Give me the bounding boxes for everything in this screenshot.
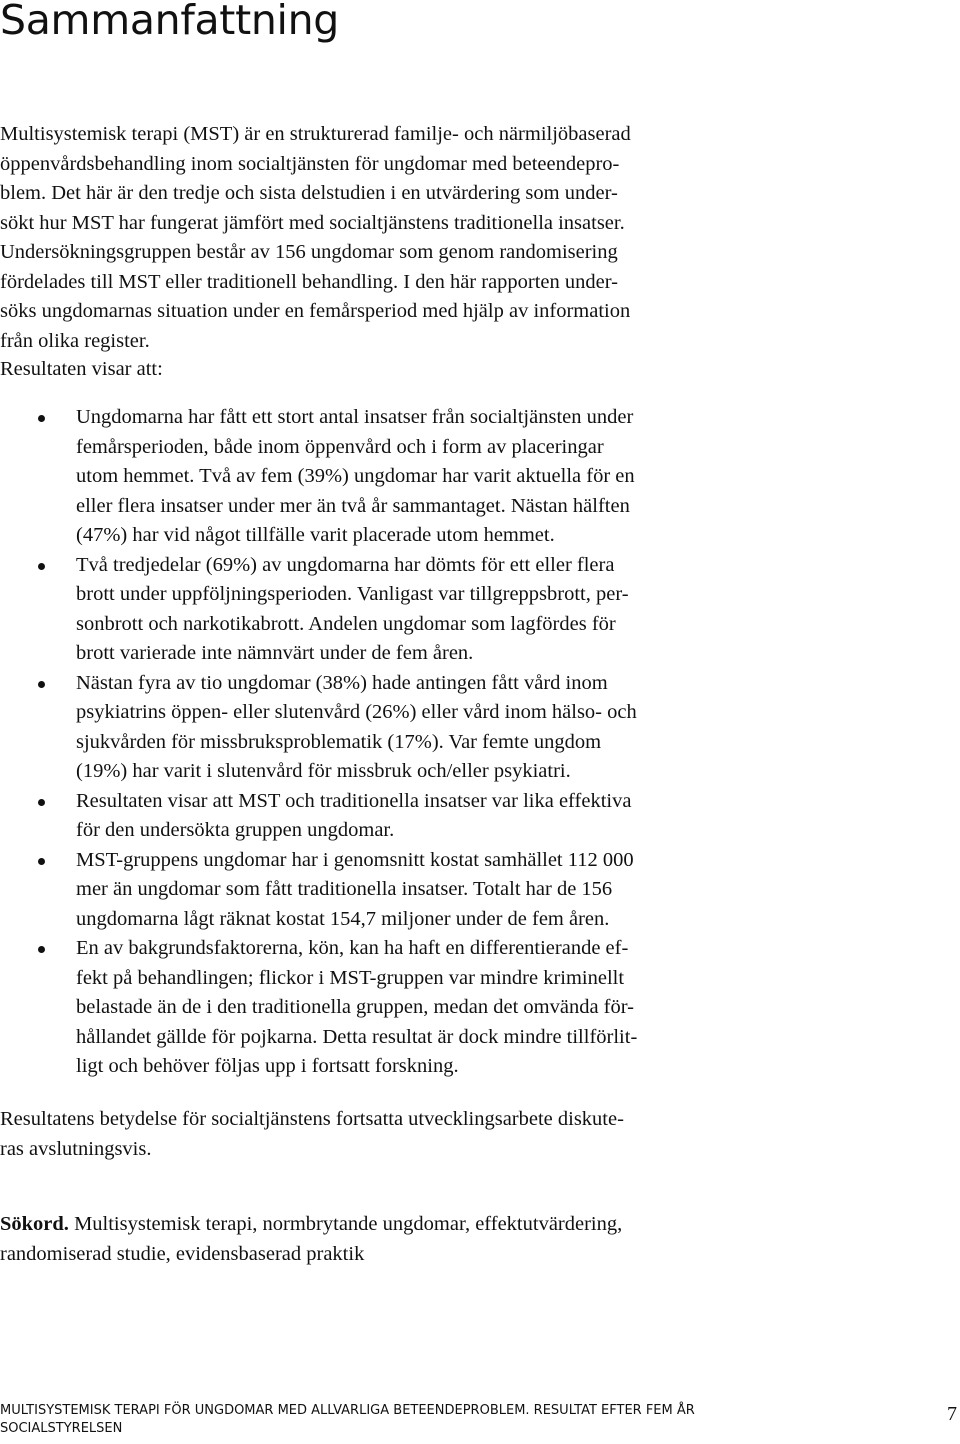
list-item-line: brott varierade inte nämnvärt under de fem åren. (76, 642, 474, 664)
list-item-line: MST-gruppens ungdomar har i genomsnitt kostat samhället 112 000 (76, 848, 634, 871)
bullet-icon (38, 946, 45, 953)
keywords-paragraph (0, 1210, 955, 1269)
list-item-line: Ungdomarna har fått ett stort antal insatser från socialtjänsten under (76, 406, 634, 428)
conclusion-paragraph (0, 1105, 955, 1164)
intro-line: från olika register. (0, 329, 150, 352)
list-item-line: belastade än de i den traditionella gruppen, medan det omvända för- (76, 996, 635, 1018)
list-item-line: sonbrott och narkotikabrott. Andelen ungdomar som lagfördes för (76, 612, 616, 635)
conclusion-line: ras avslutningsvis. (0, 1137, 152, 1160)
list-item-line: Resultaten visar att MST och traditionella insatser var lika effektiva (76, 789, 632, 812)
list-item (0, 846, 955, 935)
list-item-line: mer än ungdomar som fått traditionella insatser. Totalt har de 156 (76, 878, 613, 900)
list-item-line: (47%) har vid något tillfälle varit placerade utom hemmet. (76, 524, 555, 546)
list-item-line: sjukvården för missbruksproblematik (17%). Var femte ungdom (76, 730, 602, 753)
intro-line: Multisystemisk terapi (MST) är en strukturerad familje- och närmiljöbaserad (0, 123, 631, 145)
list-item-line: ungdomarna lågt räknat kostat 154,7 miljoner under de fem åren. (76, 907, 610, 930)
page-number: 7 (947, 1403, 957, 1425)
results-lead (0, 355, 955, 385)
list-item-line: ligt och behöver följas upp i fortsatt forskning. (76, 1055, 459, 1077)
intro-paragraph (0, 120, 955, 356)
bullet-icon (38, 681, 45, 688)
bullet-icon (38, 415, 45, 422)
list-item-line: Två tredjedelar (69%) av ungdomarna har dömts för ett eller flera (76, 553, 615, 576)
list-item-line: utom hemmet. Två av fem (39%) ungdomar har varit aktuella för en (76, 465, 635, 487)
intro-line: fördelades till MST eller traditionell behandling. I den här rapporten under- (0, 270, 619, 293)
keywords-label: Sökord. (0, 1213, 69, 1235)
keywords-text: Multisystemisk terapi, normbrytande ungdomar, effektutvärdering, (68, 1213, 623, 1235)
intro-line: blem. Det här är den tredje och sista delstudien i en utvärdering som under- (0, 182, 618, 204)
list-item-line: Nästan fyra av tio ungdomar (38%) hade antingen fått vård inom (76, 671, 608, 694)
list-item-line: (19%) har varit i slutenvård för missbruk och/eller psykiatri. (76, 760, 571, 782)
page-footer (0, 1402, 960, 1438)
list-item-line: En av bakgrundsfaktorerna, kön, kan ha haft en differentierande ef- (76, 937, 629, 959)
list-item-line: brott under uppföljningsperioden. Vanligast var tillgreppsbrott, per- (76, 583, 629, 605)
bullet-icon (38, 563, 45, 570)
list-item-line: femårsperioden, både inom öppenvård och i form av placeringar (76, 435, 604, 458)
list-item (0, 551, 955, 669)
page-title: Sammanfattning (0, 0, 340, 44)
intro-line: öppenvårdsbehandling inom socialtjänsten för ungdomar med beteendepro- (0, 152, 620, 175)
list-item (0, 934, 955, 1082)
list-item-line: för den undersökta gruppen ungdomar. (76, 819, 395, 841)
intro-line: Undersökningsgruppen består av 156 ungdomar som genom randomisering (0, 241, 618, 263)
bullet-icon (38, 858, 45, 865)
intro-line: sökt hur MST har fungerat jämfört med socialtjänstens traditionella insatser. (0, 211, 625, 234)
conclusion-line: Resultatens betydelse för socialtjänstens fortsatta utvecklingsarbete diskute- (0, 1108, 624, 1130)
results-lead-text: Resultaten visar att: (0, 358, 163, 380)
list-item-line: hållandet gällde för pojkarna. Detta resultat är dock mindre tillförlit- (76, 1025, 638, 1048)
keywords-line (0, 1210, 955, 1240)
intro-line: söks ungdomarnas situation under en femårsperiod med hjälp av information (0, 300, 631, 322)
results-list (0, 403, 955, 1082)
keywords-line: randomiserad studie, evidensbaserad praktik (0, 1242, 365, 1265)
list-item-line: fekt på behandlingen; flickor i MST-gruppen var mindre kriminellt (76, 966, 625, 989)
bullet-icon (38, 799, 45, 806)
footer-title: MULTISYSTEMISK TERAPI FÖR UNGDOMAR MED ALLVARLIGA BETEENDEPROBLEM. RESULTAT EFTER FEM ÅR (0, 1403, 695, 1418)
list-item (0, 669, 955, 787)
list-item (0, 787, 955, 846)
list-item-line: psykiatrins öppen- eller slutenvård (26%) eller vård inom hälso- och (76, 701, 637, 723)
footer-publisher: SOCIALSTYRELSEN (0, 1421, 123, 1436)
list-item-line: eller flera insatser under mer än två år sammantaget. Nästan hälften (76, 494, 630, 517)
list-item (0, 403, 955, 551)
